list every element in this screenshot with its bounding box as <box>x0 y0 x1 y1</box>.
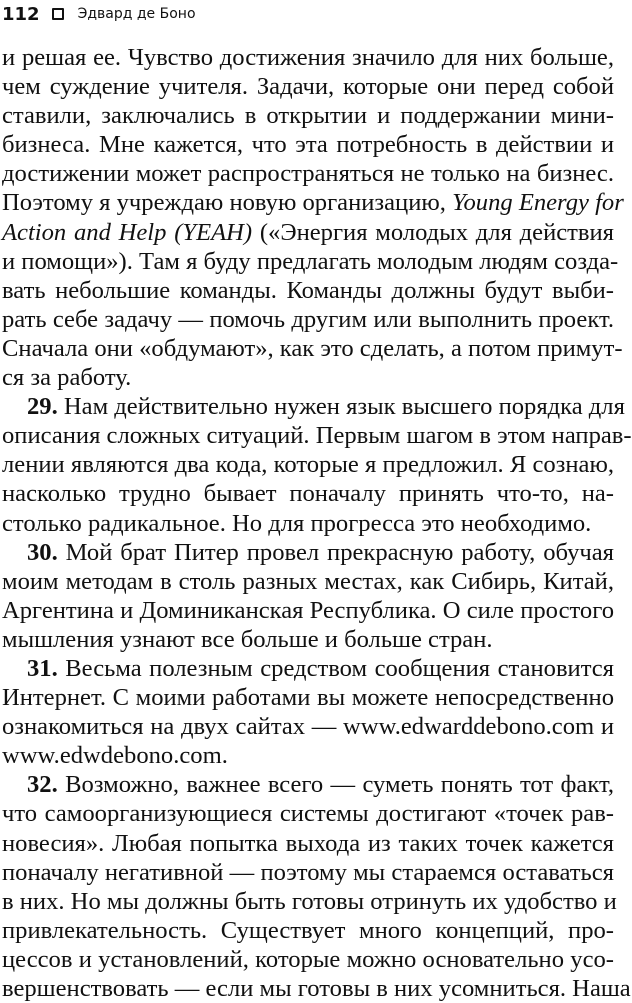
text-line <box>2 188 624 217</box>
line-text: Возможно, важнее всего — суметь понять тот факт, <box>57 771 614 799</box>
text-line <box>2 509 614 538</box>
text-line <box>2 945 614 974</box>
paragraph-start-line <box>2 770 614 799</box>
line-text: Аргентина и Доминиканская Республика. О силе простого <box>2 596 614 624</box>
text-line <box>2 43 614 72</box>
text-line <box>2 363 614 392</box>
line-text: и решая ее. Чувство достижения значило для них больше, <box>2 44 614 71</box>
line-text: Поэтому я учреждаю новую организацию, <box>2 189 453 217</box>
line-text: Весьма полезным средством сообщения становится <box>57 654 614 682</box>
text-line <box>2 625 614 654</box>
text-line <box>2 858 614 887</box>
line-text: www.edwdebono.com. <box>2 742 228 770</box>
paragraph-start-line <box>2 392 625 421</box>
line-text: лении являются два кода, которые я предложил. Я сознаю, <box>2 451 614 479</box>
item-number: 29. <box>27 393 58 421</box>
text-line <box>2 567 614 596</box>
text-line <box>2 829 614 858</box>
line-text: бизнеса. Мне кажется, что эта потребность в действии и <box>2 131 614 159</box>
text-line <box>2 159 614 188</box>
line-text: Нам действительно нужен язык высшего порядка для <box>57 393 625 421</box>
line-text: что самоорганизующиеся системы достигают «точек рав- <box>2 800 614 828</box>
line-text: вершенствовать — если мы готовы в них усомниться. Наша <box>2 975 631 1002</box>
item-number: 30. <box>27 538 58 566</box>
line-text: ся за работу. <box>2 364 132 392</box>
line-text: вать небольшие команды. Команды должны будут выби- <box>2 276 614 304</box>
line-text: в них. Но мы должны быть готовы отринуть их удобство и <box>2 887 617 915</box>
page-number: 112 <box>2 3 40 25</box>
line-text: и помощи»). Там я буду предлагать молодым людям созда- <box>2 247 619 275</box>
text-line <box>2 276 614 305</box>
text-line <box>2 72 614 101</box>
line-text: столько радикальное. Но для прогресса это необходимо. <box>2 509 592 537</box>
line-text: чем суждение учителя. Задачи, которые они перед собой <box>2 73 614 101</box>
page-header <box>2 0 196 28</box>
text-line <box>2 334 623 363</box>
line-text: новесия». Любая попытка выхода из таких точек кажется <box>2 829 614 857</box>
line-text: цессов и установлений, которые можно основательно усо- <box>2 945 614 973</box>
line-text: ознакомиться на двух сайтах — www.edwarddebono.com и <box>2 713 614 741</box>
text-line <box>2 130 614 159</box>
line-text: поначалу негативной — поэтому мы стараемся оставаться <box>2 858 614 886</box>
text-line <box>2 974 631 1003</box>
italic-text: Young Energy for <box>452 189 624 217</box>
text-line <box>2 218 614 247</box>
square-bullet-icon <box>52 8 64 20</box>
line-text: достижении может распространяться не только на бизнес. <box>2 160 614 188</box>
line-text: Мой брат Питер провел прекрасную работу, обучая <box>57 538 614 566</box>
item-number: 31. <box>27 654 58 682</box>
paragraph-start-line <box>2 654 614 683</box>
text-line <box>2 450 614 479</box>
line-text: ставили, заключались в открытии и поддержании мини- <box>2 102 614 130</box>
item-number: 32. <box>27 771 58 799</box>
text-line <box>2 712 614 741</box>
line-text: («Энергия молодых для действия <box>252 218 614 246</box>
line-text: привлекательность. Существует много концепций, про- <box>2 916 614 944</box>
text-line <box>2 479 614 508</box>
text-line <box>2 916 614 945</box>
line-text: Сначала они «обдумают», как это сделать, а потом примут- <box>2 334 623 362</box>
running-head: Эдвард де Боно <box>77 6 196 22</box>
text-line <box>2 741 614 770</box>
text-line <box>2 887 617 916</box>
text-line <box>2 101 614 130</box>
line-text: рать себе задачу — помочь другим или выполнить проект. <box>2 305 614 333</box>
text-line <box>2 247 619 276</box>
text-line <box>2 799 614 828</box>
line-text: Интернет. С моими работами вы можете непосредственно <box>2 684 614 712</box>
italic-text: Action and Help (YEAH) <box>2 218 253 246</box>
paragraph-start-line <box>2 538 614 567</box>
line-text: моим методам в столь разных местах, как Сибирь, Китай, <box>2 567 614 595</box>
text-line <box>2 596 614 625</box>
line-text: описания сложных ситуаций. Первым шагом в этом направ- <box>2 422 632 450</box>
body-text <box>2 43 632 1003</box>
text-line <box>2 305 614 334</box>
text-line <box>2 683 614 712</box>
line-text: мышления узнают все больше и больше стран. <box>2 625 493 653</box>
line-text: насколько трудно бывает поначалу принять что-то, на- <box>2 480 614 508</box>
text-line <box>2 421 632 450</box>
